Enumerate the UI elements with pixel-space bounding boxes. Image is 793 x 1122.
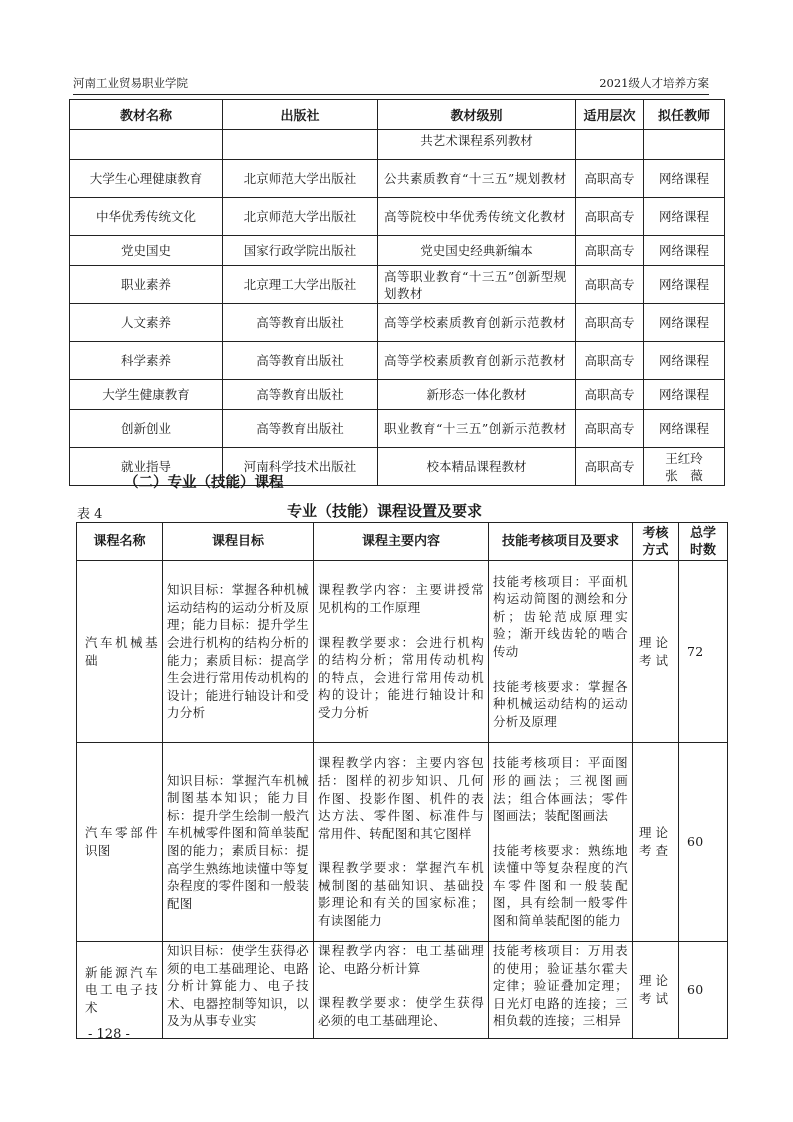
textbook-table — [69, 99, 725, 486]
textbook-level: 职业教育“十三五”创新示范教材 — [378, 410, 576, 448]
skill-requirement: 技能考核要求：熟练地读懂中等复杂程度的汽车零件图和一般装配图，具有绘制一般零件图和简单装配图的能力 — [493, 842, 628, 929]
course-content — [314, 561, 489, 743]
assessment-method: 理论考查 — [633, 743, 679, 942]
column-header: 考核方式 — [633, 523, 679, 561]
textbook-tier: 高职高专 — [576, 266, 644, 304]
textbook-name: 职业素养 — [70, 266, 223, 304]
textbook-name: 就业指导 — [70, 448, 223, 486]
textbook-tier: 高职高专 — [576, 160, 644, 198]
column-header: 适用层次 — [576, 100, 644, 130]
textbook-publisher: 高等教育出版社 — [223, 342, 378, 380]
total-hours: 60 — [679, 942, 728, 1039]
teaching-content: 课程教学内容：电工基础理论、电路分析计算 — [318, 943, 484, 976]
textbook-name — [70, 130, 223, 160]
table-row — [70, 160, 725, 198]
textbook-teacher: 网络课程 — [644, 198, 725, 236]
textbook-name: 大学生健康教育 — [70, 380, 223, 410]
table-row — [70, 380, 725, 410]
skill-items: 技能考核项目：平面图形的画法；三视图画法；组合体画法；零件图画法；装配图画法 — [493, 755, 628, 824]
column-header: 课程目标 — [163, 523, 314, 561]
column-header: 教材名称 — [70, 100, 223, 130]
teaching-requirement: 课程教学要求：掌握汽车机械制图的基础知识、基础投影理论和有关的国家标准；有读图能力 — [318, 860, 484, 929]
column-header: 出版社 — [223, 100, 378, 130]
textbook-publisher: 北京理工大学出版社 — [223, 266, 378, 304]
table-number: 表 4 — [77, 507, 103, 522]
textbook-name: 中华优秀传统文化 — [70, 198, 223, 236]
skill-requirement: 技能考核要求：掌握各种机械运动结构的运动分析及原理 — [493, 678, 628, 729]
textbook-publisher: 河南科学技术出版社 — [223, 448, 378, 486]
textbook-level: 高等院校中华优秀传统文化教材 — [378, 198, 576, 236]
textbook-level: 校本精品课程教材 — [378, 448, 576, 486]
table-row — [70, 130, 725, 160]
column-header: 拟任教师 — [644, 100, 725, 130]
teaching-content: 课程教学内容：主要内容包括：图样的初步知识、几何作图、投影作图、机件的表达方法、零件图、标准件与常用件、转配图和其它图样 — [318, 755, 484, 841]
textbook-level: 共艺术课程系列教材 — [378, 130, 576, 160]
textbook-teacher: 网络课程 — [644, 236, 725, 266]
textbook-teacher: 网络课程 — [644, 160, 725, 198]
total-hours: 72 — [679, 561, 728, 743]
course-table — [76, 522, 728, 1039]
table-caption: 专业（技能）课程设置及要求 — [287, 502, 483, 520]
header-institution: 河南工业贸易职业学院 — [73, 76, 188, 90]
table-row — [70, 342, 725, 380]
header-document-title: 2021级人才培养方案 — [599, 76, 709, 90]
textbook-teacher: 网络课程 — [644, 380, 725, 410]
textbook-publisher: 北京师范大学出版社 — [223, 198, 378, 236]
textbook-tier: 高职高专 — [576, 236, 644, 266]
table-row — [77, 561, 728, 743]
teaching-content: 课程教学内容：主要讲授常见机构的工作原理 — [318, 582, 484, 616]
teaching-requirement: 课程教学要求：会进行机构的结构分析；常用传动机构的特点，会进行常用传动机构的设计；能进行轴设计和受力分析 — [318, 634, 484, 720]
textbook-publisher: 高等教育出版社 — [223, 410, 378, 448]
textbook-name: 大学生心理健康教育 — [70, 160, 223, 198]
textbook-teacher: 网络课程 — [644, 410, 725, 448]
assessment-method: 理论考试 — [633, 561, 679, 743]
textbook-publisher: 高等教育出版社 — [223, 380, 378, 410]
course-table-header — [77, 523, 728, 561]
table-row — [77, 942, 728, 1039]
course-name: 新能源汽车电工电子技术 — [77, 942, 163, 1039]
course-goal: 知识目标：使学生获得必须的电工基础理论、电路分析计算能力、电子技术、电器控制等知识，以及为从事专业实 — [163, 942, 314, 1039]
textbook-tier — [576, 130, 644, 160]
textbook-table-header — [70, 100, 725, 130]
textbook-publisher: 高等教育出版社 — [223, 304, 378, 342]
textbook-publisher — [223, 130, 378, 160]
column-header: 课程主要内容 — [314, 523, 489, 561]
table-row — [70, 410, 725, 448]
textbook-level: 高等职业教育“十三五”创新型规划教材 — [378, 266, 576, 304]
table-row — [77, 743, 728, 942]
textbook-name: 党史国史 — [70, 236, 223, 266]
textbook-teacher: 王红玲 张 薇 — [644, 448, 725, 486]
textbook-level: 新形态一体化教材 — [378, 380, 576, 410]
textbook-level: 党史国史经典新编本 — [378, 236, 576, 266]
course-name: 汽车机械基础 — [77, 561, 163, 743]
textbook-tier: 高职高专 — [576, 448, 644, 486]
textbook-tier: 高职高专 — [576, 198, 644, 236]
page-number: - 128 - — [88, 1027, 130, 1042]
table-row — [70, 236, 725, 266]
textbook-teacher: 网络课程 — [644, 304, 725, 342]
column-header: 技能考核项目及要求 — [489, 523, 633, 561]
textbook-level: 高等学校素质教育创新示范教材 — [378, 342, 576, 380]
table-row — [70, 266, 725, 304]
textbook-teacher: 网络课程 — [644, 266, 725, 304]
course-goal: 知识目标：掌握各种机械运动结构的运动分析及原理；能力目标：提升学生会进行机构的结构分析的能力；素质目标：提高学生会进行常用传动机构的设计；能进行轴设计和受力分析 — [163, 561, 314, 743]
course-content — [314, 942, 489, 1039]
column-header: 教材级别 — [378, 100, 576, 130]
textbook-publisher: 国家行政学院出版社 — [223, 236, 378, 266]
assessment-method: 理论考试 — [633, 942, 679, 1039]
course-content — [314, 743, 489, 942]
total-hours: 60 — [679, 743, 728, 942]
course-name: 汽车零部件识图 — [77, 743, 163, 942]
skill-items: 技能考核项目：万用表的使用；验证基尔霍夫定律；验证叠加定理；日光灯电路的连接；三相负载的连接；三相异 — [493, 943, 628, 1029]
textbook-name: 创新创业 — [70, 410, 223, 448]
textbook-tier: 高职高专 — [576, 342, 644, 380]
course-goal: 知识目标：掌握汽车机械制图基本知识；能力目标：提升学生绘制一般汽车机械零件图和简单装配图的能力；素质目标：提高学生熟练地读懂中等复杂程度的零件图和一般装配图 — [163, 743, 314, 942]
textbook-tier: 高职高专 — [576, 410, 644, 448]
skill-assessment — [489, 743, 633, 942]
column-header: 总学时数 — [679, 523, 728, 561]
textbook-teacher: 网络课程 — [644, 342, 725, 380]
textbook-tier: 高职高专 — [576, 380, 644, 410]
skill-assessment — [489, 942, 633, 1039]
skill-assessment — [489, 561, 633, 743]
textbook-tier: 高职高专 — [576, 304, 644, 342]
skill-items: 技能考核项目：平面机构运动简图的测绘和分析；齿轮范成原理实验；渐开线齿轮的啮合传动 — [493, 573, 628, 659]
column-header: 课程名称 — [77, 523, 163, 561]
teaching-requirement: 课程教学要求：使学生获得必须的电工基础理论、 — [318, 995, 484, 1028]
page-header — [73, 76, 709, 95]
textbook-name: 科学素养 — [70, 342, 223, 380]
textbook-level: 高等学校素质教育创新示范教材 — [378, 304, 576, 342]
table-row — [70, 304, 725, 342]
textbook-name: 人文素养 — [70, 304, 223, 342]
table-row — [70, 198, 725, 236]
section-title: （二）专业（技能）课程 — [124, 474, 284, 491]
textbook-teacher — [644, 130, 725, 160]
textbook-publisher: 北京师范大学出版社 — [223, 160, 378, 198]
textbook-level: 公共素质教育“十三五”规划教材 — [378, 160, 576, 198]
